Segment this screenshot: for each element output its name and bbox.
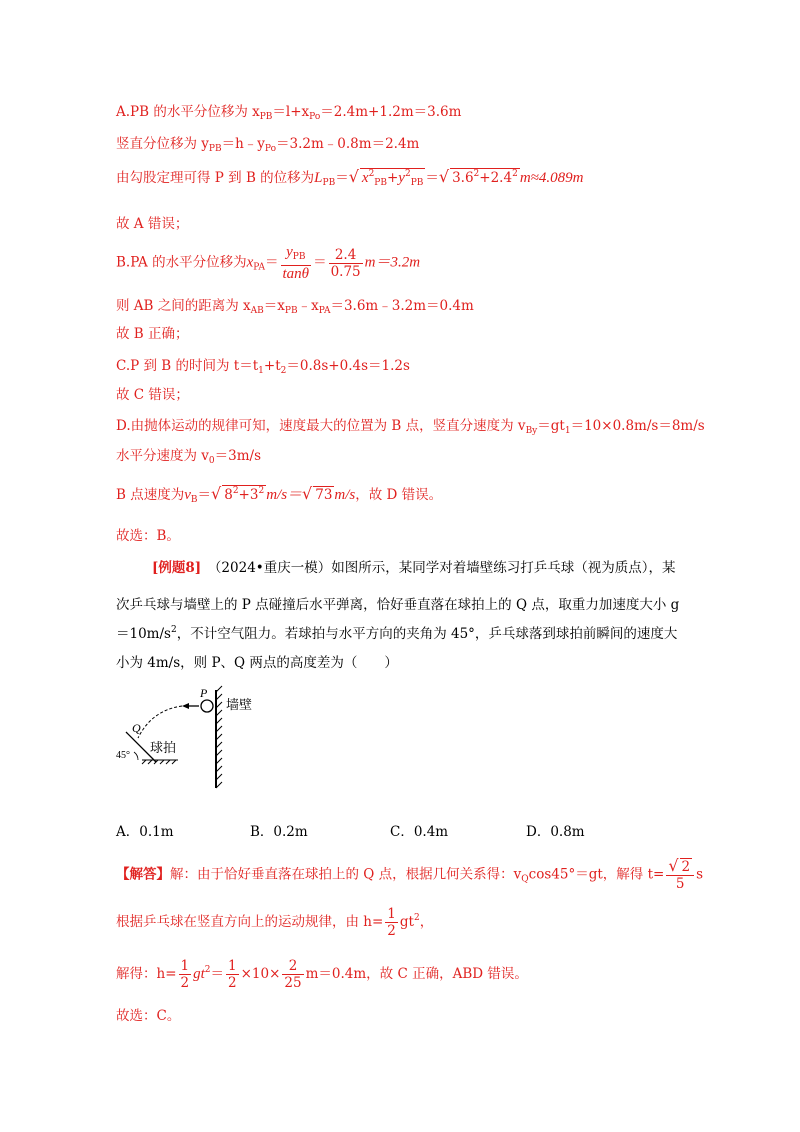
- solution-line-3: 解得：h= $\frac{1}{2}$ $gt^2=$ $\frac{1}{2}$ ×10× $\frac{2}{25}$ m＝0.4m，故 C 正确，ABD 错误。: [116, 958, 528, 991]
- solution-line-1: 【解答】解：由于恰好垂直落在球拍上的 Q 点，根据几何关系得：$v_Q\cos 45^\circ=gt$，解得 t= $\frac{√ 2}{5}$ s: [116, 856, 704, 892]
- solution-answer: 故选：C。: [116, 1008, 181, 1024]
- solution-a-vertical: 竖直分位移为 $y_{PB}=h﹣y_{Po}=3.2m﹣0.8m=2.4m$: [116, 136, 420, 154]
- solution-line-2: 根据乒乓球在竖直方向上的运动规律，由 h= $\frac{1}{2}$ $gt^2$，: [116, 906, 434, 939]
- trajectory-path: [138, 706, 182, 738]
- label-angle: 45°: [116, 750, 130, 761]
- solution-tag: 【解答】: [116, 866, 170, 883]
- label-p: P: [200, 686, 208, 700]
- option-a: A．0.1m: [116, 824, 174, 840]
- solution-d-rule: D.由抛体运动的规律可知，速度最大的位置为 B 点，竖直分速度为 $v_{By}=gt_1=10\times 0.8m/s=8m/s$: [116, 418, 705, 436]
- solution-a-displacement: 由勾股定理可得 P 到 B 的位移为$L_{PB}=√$ $x^2_{PB}+y^2_{PB}$ ＝√ $3.6^2+2.4^2$ m≈4.089m: [116, 167, 584, 188]
- example-line-3: $=10m/s^2$，不计空气阻力。若球拍与水平方向的夹角为 45°，乒乓球落到球拍前瞬间的速度大: [116, 625, 678, 642]
- label-wall: 墙壁: [226, 698, 253, 713]
- solution-prev-answer: 故选：B。: [116, 528, 180, 544]
- label-q: Q: [132, 721, 141, 735]
- example-line-2: 次乒乓球与墙壁上的 P 点碰撞后水平弹离，恰好垂直落在球拍上的 Q 点，取重力加速度大小 g: [116, 597, 680, 613]
- ball: [201, 700, 213, 712]
- solution-d-horizontal: 水平分速度为 $v_0=3m/s$: [116, 448, 262, 466]
- solution-b-horizontal: B.PA 的水平分位移为$x_{PA}=$ $\frac{y_{PB}}{\tan\theta}$ ＝ $\frac{2.4}{0.75}$ m＝3.2m: [116, 244, 421, 282]
- solution-a-horizontal: A.PB 的水平分位移为 $x_{PB}=l+x_{Po}=2.4m+1.2m=3.6m$: [116, 104, 462, 122]
- solution-a-conclusion: 故 A 错误；: [116, 216, 189, 232]
- solution-d-speed: B 点速度为$v_B=√$ $8^2+3^2$ m/s＝√ 73 m/s，故 D 错误。: [116, 484, 443, 505]
- arrow-head-icon: [182, 703, 189, 709]
- option-d: D．0.8m: [526, 824, 585, 840]
- option-b: B．0.2m: [250, 824, 308, 840]
- solution-b-conclusion: 故 B 正确；: [116, 326, 189, 342]
- option-c: C．0.4m: [390, 824, 449, 840]
- solution-c-time: C.P 到 B 的时间为 $t=t_1+t_2=0.8s+0.4s=1.2s$: [116, 358, 410, 376]
- problem-figure: [112, 680, 282, 792]
- example-line-4: 小为 4m/s，则 P、Q 两点的高度差为（ ）: [116, 655, 398, 671]
- angle-arc: [134, 752, 138, 760]
- label-racket: 球拍: [150, 741, 177, 756]
- example-tag: [例题8]: [152, 560, 202, 576]
- example-line-1: [例题8] （2024•重庆一模）如图所示，某同学对着墙壁练习打乒乓球（视为质点），某: [152, 560, 676, 576]
- ground-hatch: [142, 760, 176, 764]
- solution-c-conclusion: 故 C 错误；: [116, 387, 189, 403]
- solution-b-distance: 则 AB 之间的距离为 $x_{AB}=x_{PB}﹣x_{PA}=3.6m﹣3.2m=0.4m$: [116, 298, 474, 316]
